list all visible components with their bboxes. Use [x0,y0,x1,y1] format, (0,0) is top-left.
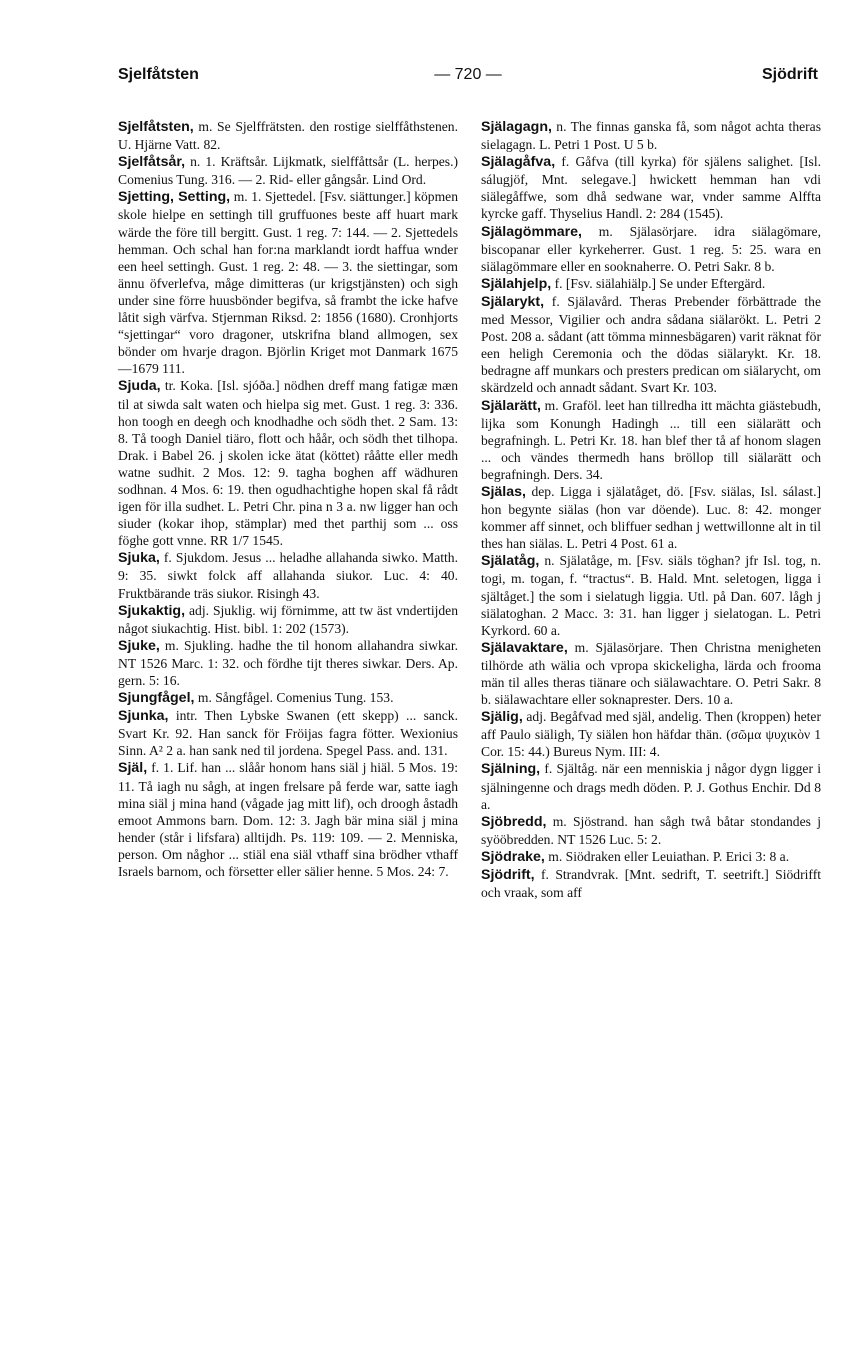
entry-headword: Sjelfåtsår, [118,154,186,171]
entry-headword: Sjungfågel, [118,690,195,707]
dictionary-entry [481,760,821,812]
dictionary-entry [118,188,458,377]
dictionary-entry [118,377,458,549]
entry-definition: m. Själasörjare. Then Christna menigheten tilhörde ath wälia och vpropa skickeligha, lärda och frooma män til alles theras tiänare och siälawachtare. O. Petri Sakr. 8 b. siälawachtare eller soknaprester. Ders. 10 a. [481,639,821,708]
dictionary-entry [118,118,458,153]
dictionary-entry [118,689,458,707]
entry-headword: Sjunka, [118,708,169,725]
page-number: — 720 — [434,66,502,83]
dictionary-entry [481,813,821,848]
entry-headword: Sjelfåtsten, [118,119,194,135]
dictionary-entry [481,866,821,901]
dictionary-entry [481,293,821,397]
header-right-guideword: Sjödrift [762,66,818,83]
header-left-guideword: Sjelfåtsten [118,66,199,83]
dictionary-entry [481,118,821,153]
entry-definition: intr. Then Lybske Swanen (ett skepp) ... sanck. Svart Kr. 92. Han sanck för Fröijas fagra fötter. Wexionius Sinn. A² 2 a. han sank ned til jordena. Spegel Pass. and. 131. [118,708,458,759]
entry-headword: Sjöbredd, [481,813,547,830]
entry-headword: Sjödrake, [481,848,545,865]
entry-definition: m. Själasörjare. idra siälagömare, biscopanar eller kyrkeherrer. Gust. 1 reg. 5: 25. wara en siälagömmare eller en sooknaherre. O. Petri Sakr. 8 b. [481,223,821,274]
entry-definition: n. 1. Kräftsår. Lijkmatk, sielffåttsår (L. herpes.) Comenius Tung. 316. — 2. Rid- eller gångsår. Lind Ord. [118,154,458,188]
entry-definition: f. Strandvrak. [Mnt. sedrift, T. seetrift.] Siödrifft och vraak, som aff [481,867,821,901]
entry-definition: f. [Fsv. siälahiälp.] Se under Eftergärd. [551,275,766,291]
entry-definition: f. 1. Lif. han ... slåår honom hans siäl j hiäl. 5 Mos. 19: 11. Tå iagh nu sågh, at ingen frelsare på ferde war, satte iagh mina siäl j mina hand (vågade jag mitt lif), och droogh åstadh emoot Ammons barn. Dom. 12: 3. Jagh bär mina siäl j mina hender (står i lifsfara) alltijdh. Ps. 119: 109. — 2. Menniska, person. Om någhor ... stiäl ena siäl vthaff sina brödher vthaff Israels barnom, och försetter eller sälier henne. 5 Mos. 24: 7. [118,760,458,880]
entry-definition: f. Själtåg. när een menniskia j någor dygn ligger i själningenne och drags medh döden. P. J. Gothus Enchir. Dd 8 a. [481,761,821,812]
entry-definition: m. Siödraken eller Leuiathan. P. Erici 3: 8 a. [544,848,790,864]
entry-definition: tr. Koka. [Isl. sjóða.] nödhen dreff mang fatigæ mæn til at siwda salt waten och hielpa sig met. Gust. 1 reg. 3: 336. hon toogh en deegh och knodhadhe och södh thet. 2 Sam. 13: 8. Tå toogh Daniel tiäro, flott och håår, och södh thet tilhopa. Drak. i Babel 26. j skolen icke ätat (köttet) rååtte eller medh watne sudhit. 2 Mos. 12: 9. tagha boghen aff wädhuren sodhnan. 4 Mos. 6: 19. then ogudhachtighe hopen skal få rådt igen för illa sudhet. L. Petri Chr. pina n 3 a. nw ligger han och siuder (kokar ihop, stämplar) med thet parthij som ... oss föghe gott vnne. RR 1/7 1545. [118,378,458,549]
entry-headword: Själahjelp, [481,275,552,292]
entry-definition: f. Sjukdom. Jesus ... heladhe allahanda siwko. Matth. 9: 35. siwkt folck aff allahanda siukor. Luc. 4: 40. Fruktbärande träs siukor. Risingh 43. [118,550,458,601]
entry-definition: f. Själavård. Theras Prebender förbättrade the med Messor, Vigilier och andra sådana siälarökt. L. Petri 2 Post. 208 a. sådant (att tömma minnesbägaren) varit räknat för een heligh Ceremonia och the dödas siälarykt. Kr. 18. bedragne aff munkars och presters predican om siälarycht, om skärdzeld och annadt sådant. Svart Kr. 103. [481,293,821,396]
dictionary-entry [118,707,458,759]
entry-definition: n. The finnas ganska få, som något achta theras sielagagn. L. Petri 1 Post. U 5 b. [481,119,821,153]
dictionary-entry [481,848,821,866]
entry-headword: Sjetting, Setting, [118,189,231,206]
entry-definition: m. Sångfågel. Comenius Tung. 153. [194,690,394,706]
dictionary-entry [481,639,821,708]
dictionary-entry [481,153,821,222]
entry-headword: Själavaktare, [481,639,568,656]
entry-headword: Själagagn, [481,119,552,135]
entry-headword: Sjuka, [118,550,160,567]
dictionary-entry [118,602,458,637]
entry-headword: Själarätt, [481,397,541,414]
entry-definition: n. Själatåge, m. [Fsv. siäls töghan? jfr Isl. tog, n. togi, m. togan, f. “tractus“. B. Hald. Mnt. seletogen, ligga i själtåget.] the som i sielatugh liggia. Utl. på Dan. 607. lågh j siälatoghan. 2 Macc. 3: 31. han ligger j sielatogan. L. Petri Kyrkord. 60 a. [481,553,821,638]
dictionary-entry [118,637,458,689]
dictionary-entry [118,153,458,188]
entry-headword: Själas, [481,483,526,500]
entry-headword: Sjödrift, [481,867,535,884]
entry-definition: m. Sjöstrand. han sågh twå båtar stondandes j syööbredden. NT 1526 Luc. 5: 2. [481,813,821,847]
left-column [118,118,458,880]
entry-definition: m. Sjukling. hadhe the til honom allahandra siwkar. NT 1526 Marc. 1: 32. och fördhe tijt theres siwkar. Ders. Ap. gern. 5: 16. [118,637,458,688]
dictionary-entry [481,275,821,293]
dictionary-entry [481,223,821,275]
dictionary-entry [118,759,458,880]
entry-definition: f. Gåfva (till kyrka) för själens salighet. [Isl. sálugjöf, Mnt. selegave.] hwickett hemman han vdi siälegåffwe, som dhå sedwane war, vnder samme Alffta kyrcke gaff. Thyselius Handl. 2: 284 (1545). [481,154,821,222]
page-header [118,66,818,90]
entry-definition: adj. Sjuklig. wij förnimme, att tw äst vndertijden något siukachtig. Hist. bibl. 1: 202 (1573). [118,602,458,636]
entry-headword: Själagåfva, [481,154,556,171]
dictionary-entry [481,552,821,638]
entry-headword: Själagömmare, [481,223,582,240]
right-column [481,118,821,901]
entry-headword: Själig, [481,709,523,726]
dictionary-entry [481,708,821,760]
dictionary-entry [481,397,821,483]
entry-definition: m. Graföl. leet han tillredha itt mächta giästebudh, lijka som Konungh Hadingh ... till een siälarätt och begrafningh. L. Petri Kr. 18. han blef ther tå af honom slagen ... och vändes thermedh hans bröllop till siälarätt och begrafningh. Ders. 34. [481,397,821,482]
entry-headword: Själatåg, [481,553,540,570]
entry-definition: adj. Begåfvad med själ, andelig. Then (kroppen) heter aff Paulo siäligh, Ty siälen hon häfdar thän. (σῶμα ψυχικὸν 1 Cor. 15: 44.) Bureus Nym. III: 4. [481,709,821,760]
entry-definition: m. Se Sjelffrätsten. den rostige sielffåthstenen. U. Hjärne Vatt. 82. [118,119,458,153]
entry-headword: Sjuke, [118,637,160,654]
entry-definition: m. 1. Sjettedel. [Fsv. siättunger.] köpmen skole hielpe en settingh till gruffuones beste aff huart mark wärde the före till bergitt. Gust. 1 reg. 7: 144. — 2. Sjettedels hemman. Och schal han for:na marklandt iordt haffua wnder een heel settingh. Gust. 1 reg. 2: 48. — 3. the siettingar, som ännu öfverlefva, måge dimitteras (ur krigstjänsten) och sigh under sine förre huusbönder begifva, så frambt the icke hafve låtit sigh värfva. Stjernman Riksd. 2: 1856 (1680). Cronhjorts “sjettingar“ voro dragoner, utskrifna bland allmogen, sex bönder om hvarje dragon. Björlin Kriget mot Danmark 1675—1679 111. [118,189,458,377]
entry-headword: Sjukaktig, [118,602,186,619]
entry-headword: Själning, [481,761,541,778]
dictionary-entry [481,483,821,552]
entry-headword: Själarykt, [481,293,545,310]
dictionary-entry [118,549,458,601]
entry-headword: Själ, [118,760,148,777]
entry-definition: dep. Ligga i själatåget, dö. [Fsv. siälas, Isl. sálast.] hon begynte siälas (hon var döende). Luc. 8: 42. monger kommer aff sinnet, och bliffuer sedhan j wettwillonne alt in til thes han siälas. L. Petri 4 Post. 61 a. [481,483,821,552]
entry-headword: Sjuda, [118,378,161,395]
